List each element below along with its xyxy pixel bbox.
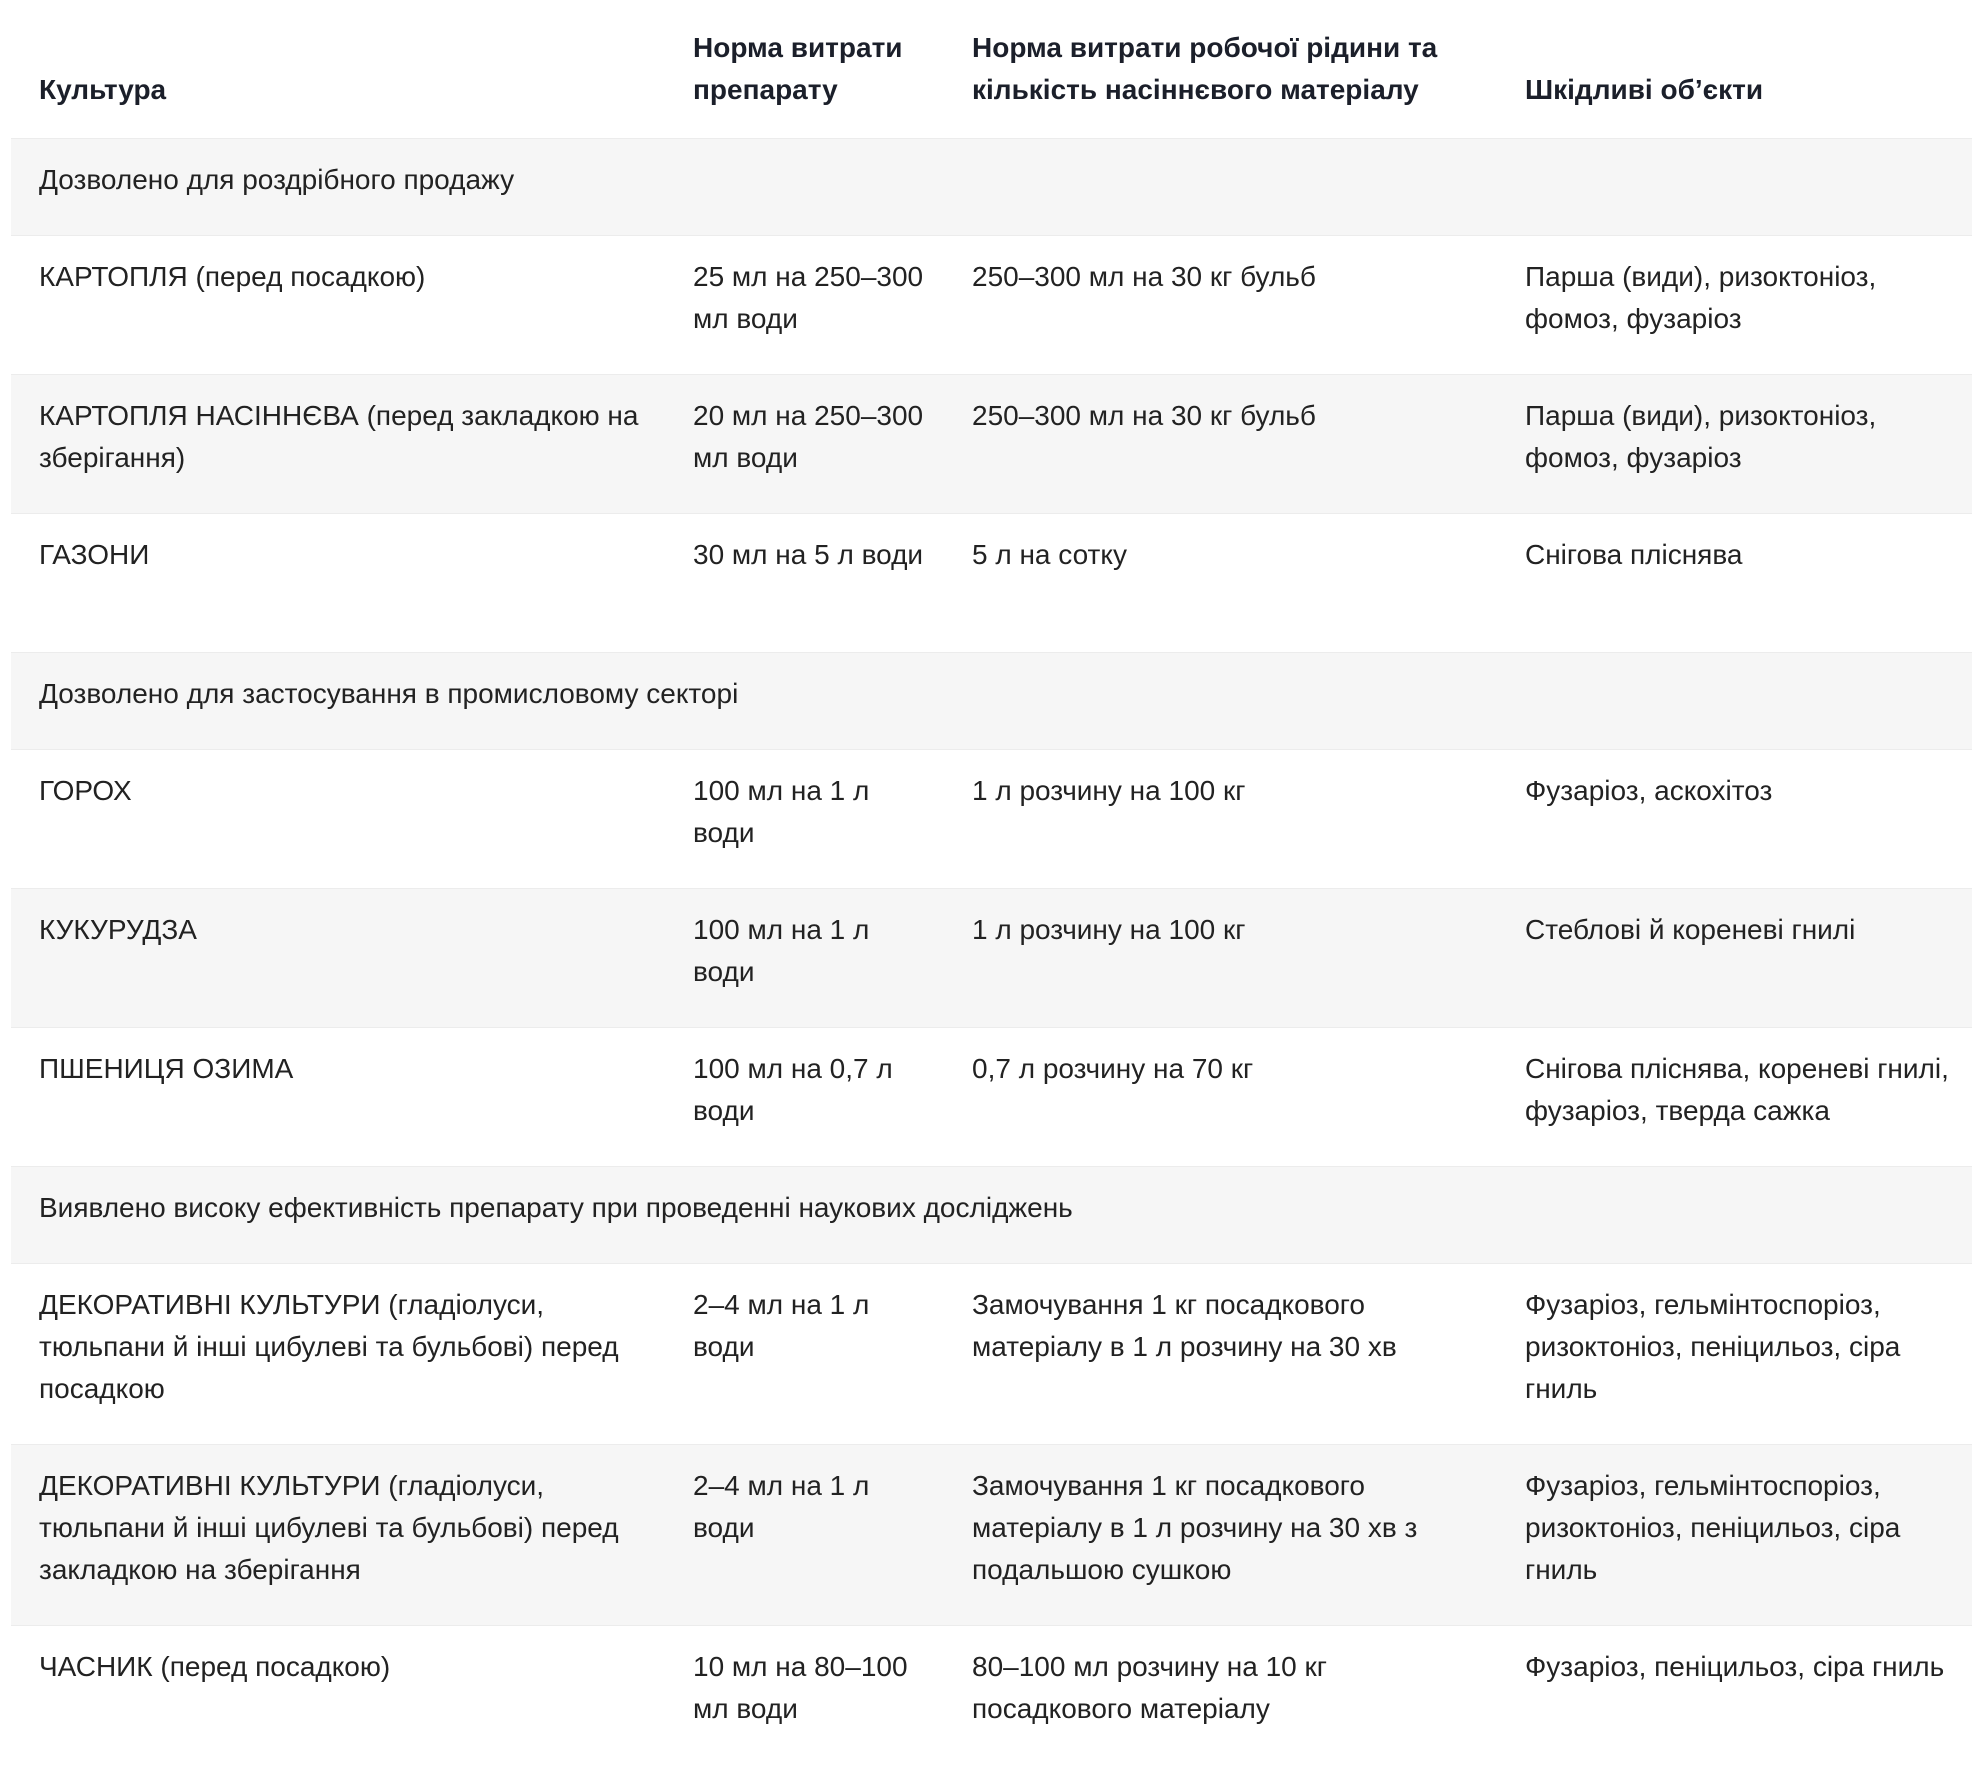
table-row [11,514,1972,653]
table-body [11,139,1972,1765]
cell-targets: Фузаріоз, гельмінтоспоріоз, ризоктоніоз, пеніцильоз, сіра гниль [1497,1445,1972,1626]
table-row [11,236,1972,375]
table-row [11,750,1972,889]
cell-crop: ГАЗОНИ [11,514,665,653]
cell-liquid: 80–100 мл розчину на 10 кг посадкового матеріалу [944,1626,1497,1765]
treatment-rates-table [11,0,1972,1764]
cell-targets: Снігова пліснява, кореневі гнилі, фузаріоз, тверда сажка [1497,1028,1972,1167]
cell-rate: 100 мл на 0,7 л води [665,1028,944,1167]
cell-targets: Стеблові й кореневі гнилі [1497,889,1972,1028]
cell-targets: Снігова пліснява [1497,514,1972,653]
section-title: Виявлено високу ефективність препарату при проведенні наукових досліджень [11,1167,1972,1264]
header-row [11,0,1972,139]
section-row [11,139,1972,236]
cell-liquid: 250–300 мл на 30 кг бульб [944,375,1497,514]
cell-targets: Фузаріоз, аскохітоз [1497,750,1972,889]
table-row [11,889,1972,1028]
cell-rate: 25 мл на 250–300 мл води [665,236,944,375]
cell-targets: Фузаріоз, пеніцильоз, сіра гниль [1497,1626,1972,1765]
cell-liquid: 5 л на сотку [944,514,1497,653]
section-title: Дозволено для застосування в промисловому секторі [11,653,1972,750]
cell-rate: 2–4 мл на 1 л води [665,1445,944,1626]
cell-targets: Парша (види), ризоктоніоз, фомоз, фузаріоз [1497,375,1972,514]
cell-crop: ГОРОХ [11,750,665,889]
header-rate: Норма витрати препарату [693,32,903,105]
cell-crop: КУКУРУДЗА [11,889,665,1028]
header-crop: Культура [39,74,167,105]
cell-crop: ДЕКОРАТИВНІ КУЛЬТУРИ (гладіолуси, тюльпани й інші цибулеві та бульбові) перед закладкою на зберігання [11,1445,665,1626]
header-targets: Шкідливі об’єкти [1525,74,1764,105]
table-header [11,0,1972,139]
cell-targets: Парша (види), ризоктоніоз, фомоз, фузаріоз [1497,236,1972,375]
cell-liquid: Замочування 1 кг посадкового матеріалу в 1 л розчину на 30 хв [944,1264,1497,1445]
cell-rate: 100 мл на 1 л води [665,750,944,889]
table-row [11,1445,1972,1626]
table-row [11,1028,1972,1167]
cell-crop: КАРТОПЛЯ (перед посадкою) [11,236,665,375]
cell-liquid: 1 л розчину на 100 кг [944,750,1497,889]
cell-crop: ЧАСНИК (перед посадкою) [11,1626,665,1765]
cell-rate: 10 мл на 80–100 мл води [665,1626,944,1765]
table-row [11,375,1972,514]
table-row [11,1626,1972,1765]
cell-liquid: Замочування 1 кг посадкового матеріалу в 1 л розчину на 30 хв з подальшою сушкою [944,1445,1497,1626]
cell-targets: Фузаріоз, гельмінтоспоріоз, ризоктоніоз, пеніцильоз, сіра гниль [1497,1264,1972,1445]
cell-crop: КАРТОПЛЯ НАСІННЄВА (перед закладкою на зберігання) [11,375,665,514]
cell-rate: 30 мл на 5 л води [665,514,944,653]
treatment-table-container [11,0,1972,1764]
cell-liquid: 1 л розчину на 100 кг [944,889,1497,1028]
header-liquid: Норма витрати робочої рідини та кількість насіннєвого матеріалу [972,32,1438,105]
cell-crop: ПШЕНИЦЯ ОЗИМА [11,1028,665,1167]
table-row [11,1264,1972,1445]
section-row [11,653,1972,750]
cell-rate: 2–4 мл на 1 л води [665,1264,944,1445]
cell-liquid: 250–300 мл на 30 кг бульб [944,236,1497,375]
cell-rate: 100 мл на 1 л води [665,889,944,1028]
cell-liquid: 0,7 л розчину на 70 кг [944,1028,1497,1167]
cell-rate: 20 мл на 250–300 мл води [665,375,944,514]
section-row [11,1167,1972,1264]
section-title: Дозволено для роздрібного продажу [11,139,1972,236]
cell-crop: ДЕКОРАТИВНІ КУЛЬТУРИ (гладіолуси, тюльпани й інші цибулеві та бульбові) перед посадкою [11,1264,665,1445]
